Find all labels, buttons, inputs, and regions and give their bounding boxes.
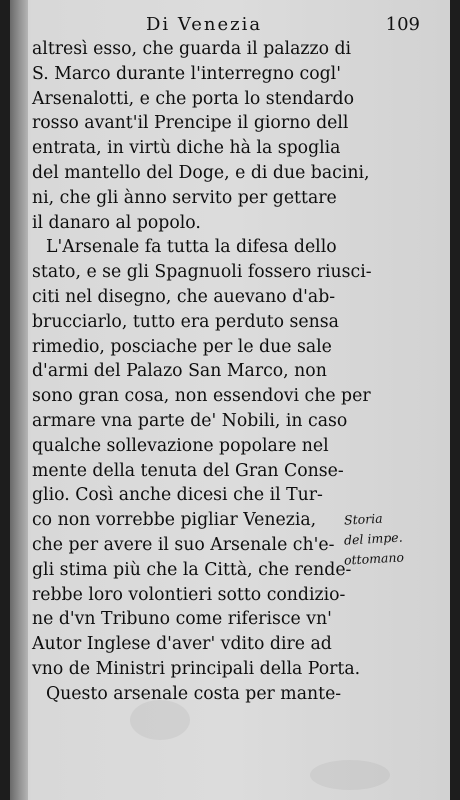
page-number: 109 xyxy=(385,14,420,35)
text-line: L'Arsenale fa tutta la difesa dello xyxy=(46,237,337,258)
text-line: ni, che gli ànno servito per gettare xyxy=(32,187,337,208)
text-line: Arsenalotti, e che porta lo stendardo xyxy=(32,88,355,109)
text-line: ne d'vn Tribuno come riferisce vn' xyxy=(32,609,332,630)
text-line: Autor Inglese d'aver' vdito dire ad xyxy=(32,634,332,655)
paper-stain xyxy=(310,760,390,790)
text-line: rimedio, posciache per le due sale xyxy=(32,336,332,357)
text-line: mente della tenuta del Gran Conse- xyxy=(32,460,344,481)
text-line: rosso avant'il Prencipe il giorno dell xyxy=(32,113,349,134)
text-line: del mantello del Doge, e di due bacini, xyxy=(32,162,370,183)
book-page xyxy=(10,0,450,800)
text-line: il danaro al popolo. xyxy=(32,212,201,233)
page-header xyxy=(50,6,426,40)
text-line: co non vorrebbe pigliar Venezia, xyxy=(32,510,317,531)
running-head: Di Venezia xyxy=(146,14,263,35)
text-line: S. Marco durante l'interregno cogl' xyxy=(32,63,341,84)
marginal-note xyxy=(344,508,444,568)
text-line: gli stima più che la Città, che rende- xyxy=(32,559,352,580)
text-line: entrata, in virtù diche hà la spoglia xyxy=(32,138,341,159)
text-line: vno de Ministri principali della Porta. xyxy=(32,658,361,679)
margin-note-line: del impe. xyxy=(343,529,403,548)
text-line: citi nel disegno, che auevano d'ab- xyxy=(32,286,336,307)
text-line: sono gran cosa, non essendovi che per xyxy=(32,386,371,407)
margin-note-line: Storia xyxy=(343,510,383,528)
margin-note-line: ottomano xyxy=(343,549,405,568)
text-line: rebbe loro volontieri sotto condizio- xyxy=(32,584,346,605)
text-line: che per avere il suo Arsenale ch'e- xyxy=(32,534,335,555)
text-line: armare vna parte de' Nobili, in caso xyxy=(32,410,348,431)
text-line: stato, e se gli Spagnuoli fossero riusci- xyxy=(32,262,372,283)
text-line: d'armi del Palazo San Marco, non xyxy=(32,361,327,382)
binding-gutter xyxy=(10,0,28,800)
text-line: glio. Così anche dicesi che il Tur- xyxy=(32,485,323,506)
text-line: qualche sollevazione popolare nel xyxy=(32,435,329,456)
text-line: brucciarlo, tutto era perduto sensa xyxy=(32,311,339,332)
text-line: altresì esso, che guarda il palazzo di xyxy=(32,39,352,59)
text-line: Questo arsenale costa per mante- xyxy=(46,683,342,704)
